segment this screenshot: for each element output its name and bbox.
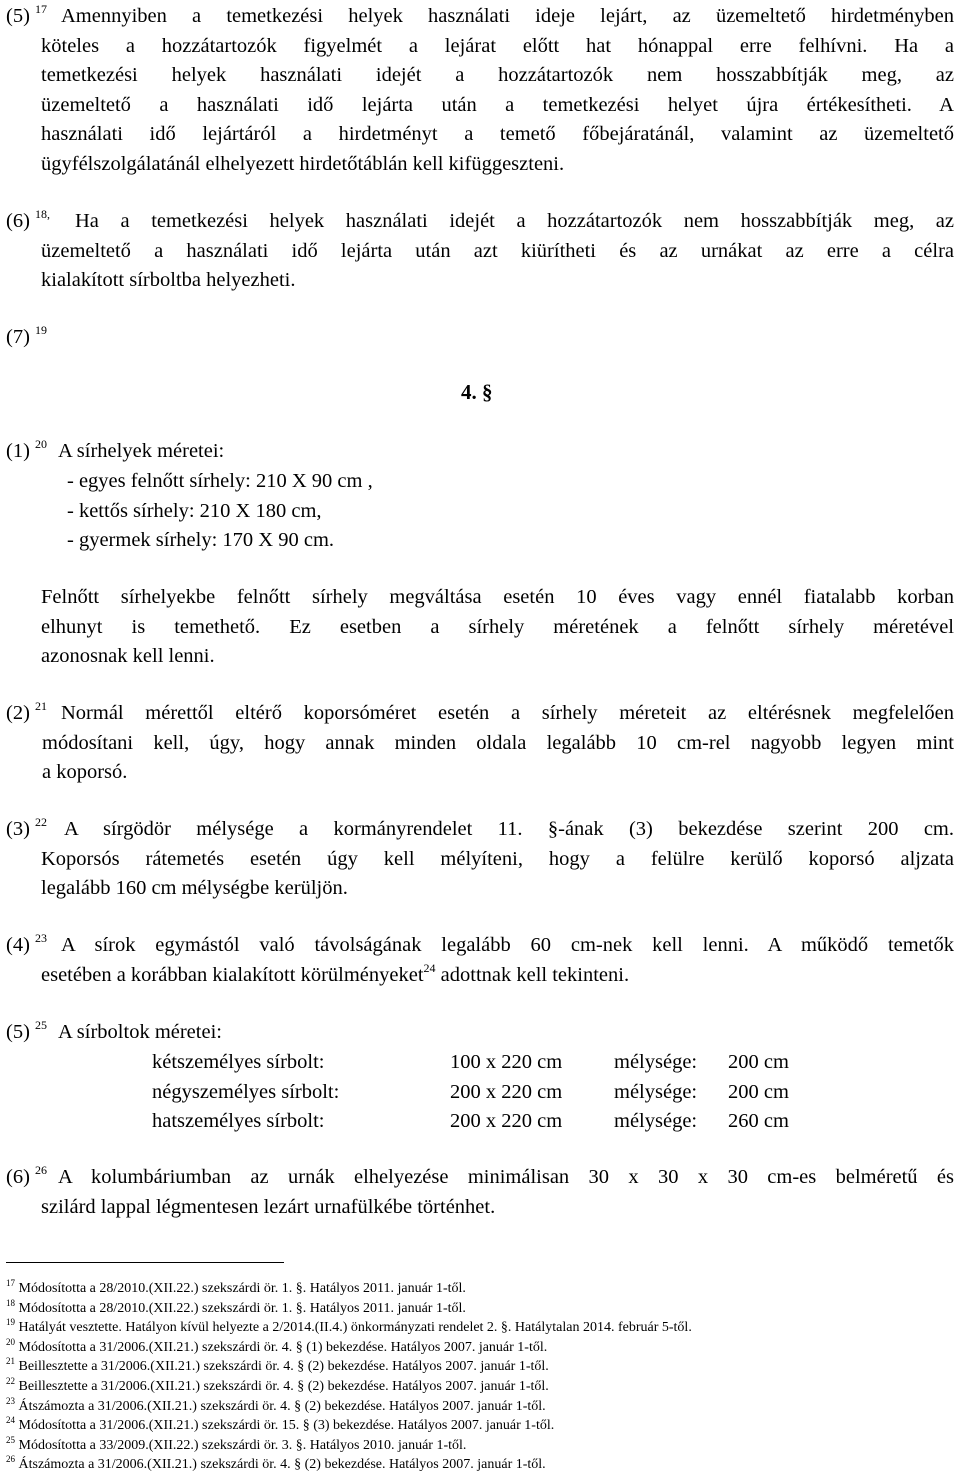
text-line: a koporsó.: [42, 761, 128, 783]
text-line: Normál mérettől eltérő koporsóméret esetén a sírhely méreteit az eltérésnek megfelelően: [61, 702, 954, 724]
vault-size: 200 x 220 cm: [450, 1080, 563, 1103]
footnote-ref: 26: [35, 1163, 48, 1177]
section-paragraph-4: [6, 931, 954, 990]
section-paragraph-5: [6, 1018, 954, 1048]
text-line: használati idő lejártáról a hirdetményt a temető főbejáratánál, valamint az üzemeltető: [41, 123, 954, 145]
paragraph-number: (5) $^{17}$: [6, 2, 48, 27]
text-line: kialakított sírboltba helyezheti.: [41, 269, 296, 291]
vault-size: 200 x 220 cm: [450, 1110, 563, 1132]
depth-label: mélysége:: [614, 1110, 698, 1132]
footnote: $^{26}$ Átszámozta a 31/2006.(XII.21.) szekszárdi ör. 4. § (2) bekezdése. Hatályos 2007. január 1-től.: [6, 1454, 546, 1473]
text-line: Koporsós rátemetés esetén úgy kell mélyíteni, hogy a felülre kerülő koporsó aljzata: [41, 847, 954, 870]
paragraph-number: (7) $^{19}$: [6, 323, 48, 348]
footnote-ref: 23: [35, 931, 48, 945]
footnote: $^{23}$ Átszámozta a 31/2006.(XII.21.) szekszárdi ör. 4. § (2) bekezdése. Hatályos 2007. január 1-től.: [6, 1395, 546, 1414]
list-item: - egyes felnőtt sírhely: 210 X 90 cm ,: [67, 470, 373, 492]
paragraph-number: (3) $^{22}$: [6, 815, 48, 840]
text-line: A kolumbáriumban az urnák elhelyezése minimálisan 30 x 30 x 30 cm-es belméretű és: [58, 1166, 954, 1188]
footnote-ref: 20: [35, 437, 48, 451]
footnote-separator: [6, 1262, 284, 1263]
text-line: A sírok egymástól való távolságának legalább 60 cm-nek kell lenni. A működő temetők: [61, 934, 954, 956]
intro-text: A sírboltok méretei:: [58, 1021, 222, 1043]
paragraph-number: (5) $^{25}$: [6, 1018, 48, 1043]
paragraph-number: (6) $^{18,}$: [6, 207, 51, 232]
footnote: $^{25}$ Módosította a 33/2009.(XII.22.) szekszárdi ör. 3. §. Hatályos 2010. január 1-től.: [6, 1434, 467, 1453]
vault-depth: 260 cm: [728, 1110, 789, 1132]
vault-depth: 200 cm: [728, 1080, 789, 1103]
vault-type: négyszemélyes sírbolt:: [152, 1080, 340, 1103]
depth-label: mélysége:: [614, 1051, 698, 1073]
paragraph-number: (1) $^{20}$: [6, 437, 48, 462]
vault-type: hatszemélyes sírbolt:: [152, 1110, 325, 1132]
footnote-ref: 22: [35, 815, 48, 829]
footnote-ref: 17: [35, 2, 48, 16]
vault-size: 100 x 220 cm: [450, 1051, 563, 1073]
paragraph-number: (2) $^{21}$: [6, 699, 48, 724]
list-item: - gyermek sírhely: 170 X 90 cm.: [67, 529, 335, 551]
text-line: legalább 160 cm mélységbe kerüljön.: [41, 877, 348, 899]
text-line: Ha a temetkezési helyek használati idejét a hozzátartozók nem hosszabbítják meg, az: [75, 210, 954, 232]
list-item: - kettős sírhely: 210 X 180 cm,: [67, 499, 322, 522]
text-line: Amennyiben a temetkezési helyek használati ideje lejárt, az üzemeltető hirdetményben: [61, 5, 954, 27]
text-line: módosítani kell, úgy, hogy annak minden oldala legalább 10 cm-rel nagyobb legyen mint: [42, 731, 954, 754]
text-line: üzemeltető a használati idő lejárta után azt kiürítheti és az urnákat az erre a célra: [41, 239, 954, 262]
footnote-ref: 19: [35, 323, 48, 337]
section-paragraph-2: [6, 699, 954, 788]
footnote: $^{21}$ Beillesztette a 31/2006.(XII.21.) szekszárdi ör. 4. § (2) bekezdése. Hatályos 2007. január 1-től.: [6, 1356, 549, 1375]
footnotes: [6, 1279, 692, 1475]
footnote-ref: 18,: [35, 207, 51, 221]
text-line: Felnőtt sírhelyekbe felnőtt sírhely megváltása esetén 10 éves vagy ennél fiatalabb korban: [41, 586, 954, 608]
grave-size-list: [67, 467, 373, 556]
footnote-ref: 25: [35, 1018, 48, 1032]
text-line: szilárd lappal légmentesen lezárt urnafülkébe történhet.: [41, 1195, 496, 1218]
paragraph-number: (4) $^{23}$: [6, 931, 48, 956]
vault-depth: 200 cm: [728, 1051, 789, 1073]
section-paragraph-3: [6, 815, 954, 904]
vault-type: kétszemélyes sírbolt:: [152, 1051, 325, 1073]
text-line: elhunyt is temethető. Ez esetben a sírhely méretének a felnőtt sírhely méretével: [41, 615, 954, 638]
footnote: $^{19}$ Hatályát vesztette. Hatályon kívül helyezte a 2/2014.(II.4.) önkormányzati rendelet 2. §. Hatálytalan 2014. február 5-től.: [6, 1317, 692, 1336]
footnote: $^{20}$ Módosította a 31/2006.(XII.21.) szekszárdi ör. 4. § (1) bekezdése. Hatályos 2007. január 1-től.: [6, 1336, 548, 1355]
footnote: $^{17}$ Módosította a 28/2010.(XII.22.) szekszárdi ör. 1. §. Hatályos 2011. január 1-től.: [6, 1278, 466, 1296]
text-line: esetében a korábban kialakított körülményeket$^{24}$ adottnak kell tekinteni.: [41, 960, 630, 986]
intro-text: A sírhelyek méretei:: [58, 440, 225, 462]
footnote-ref: 21: [35, 699, 48, 713]
depth-label: mélysége:: [614, 1080, 698, 1103]
section-heading: 4. §: [461, 380, 493, 404]
text-line: A sírgödör mélysége a kormányrendelet 11. §-ának (3) bekezdése szerint 200 cm.: [64, 818, 954, 840]
text-line: azonosnak kell lenni.: [41, 645, 215, 667]
paragraph-number: (6) $^{26}$: [6, 1163, 48, 1188]
footnote: $^{22}$ Beillesztette a 31/2006.(XII.21.) szekszárdi ör. 4. § (2) bekezdése. Hatályos 2007. január 1-től.: [6, 1375, 549, 1394]
section-paragraph-1: [6, 437, 954, 467]
footnote: $^{24}$ Módosította a 31/2006.(XII.21.) szekszárdi ör. 15. § (3) bekezdése. Hatályos 2007. január 1-től.: [6, 1415, 555, 1434]
section-paragraph-1-note: [6, 583, 954, 672]
paragraph-5: [6, 2, 954, 179]
footnote: $^{18}$ Módosította a 28/2010.(XII.22.) szekszárdi ör. 1. §. Hatályos 2011. január 1-től.: [6, 1297, 466, 1316]
footnote-ref: 24: [423, 960, 436, 975]
text-line: ügyfélszolgálatánál elhelyezett hirdetőtáblán kell kifüggeszteni.: [41, 152, 565, 175]
text-line: temetkezési helyek használati idejét a hozzátartozók nem hosszabbítják meg, az: [41, 64, 954, 86]
section-paragraph-6: [6, 1163, 954, 1222]
paragraph-6: [6, 207, 954, 296]
text-line: köteles a hozzátartozók figyelmét a lejárat előtt hat hónappal erre felhívni. Ha a: [41, 34, 954, 57]
text-line: üzemeltető a használati idő lejárta után a temetkezési helyet újra értékesítheti. A: [41, 93, 954, 116]
